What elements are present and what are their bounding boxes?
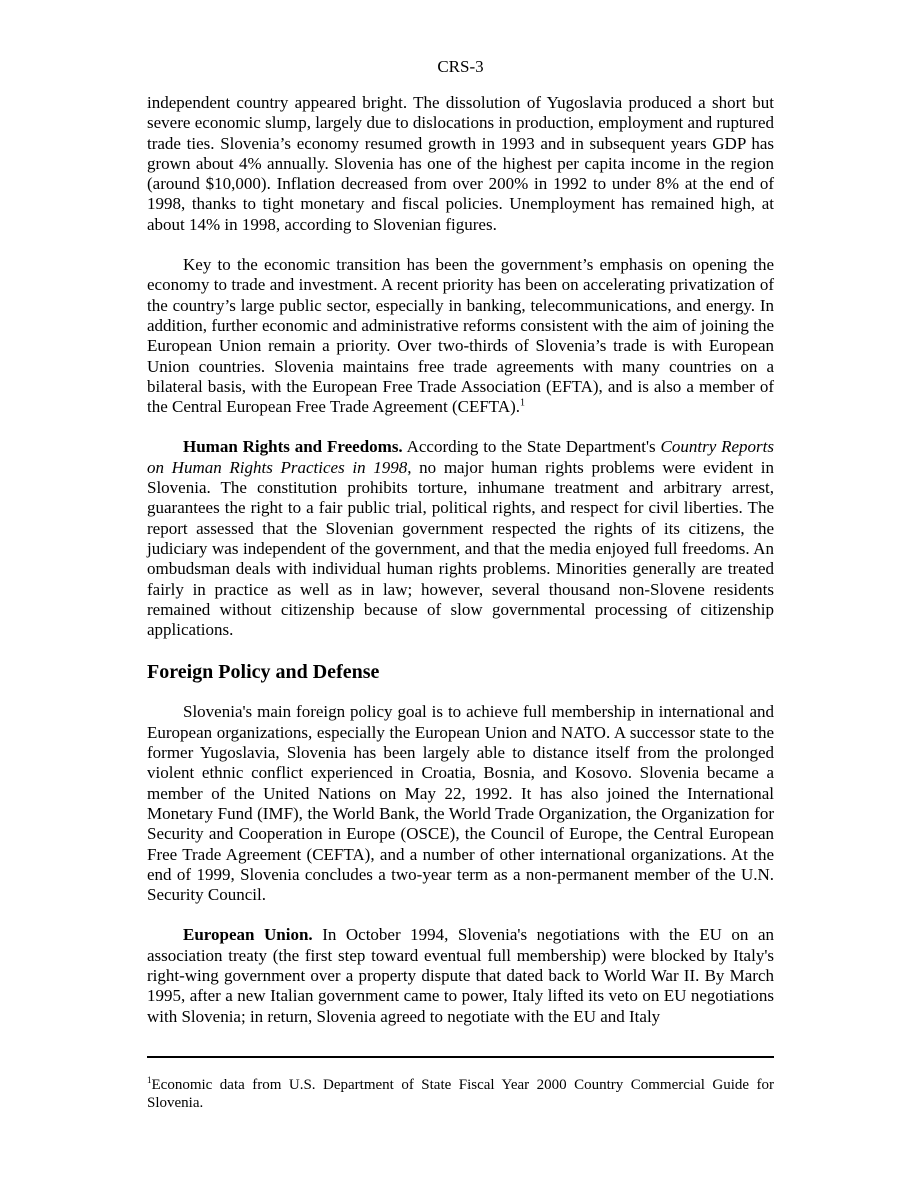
paragraph-human-rights	[147, 437, 774, 640]
footnote	[147, 1076, 774, 1112]
report-title-italic: Country Reports on Human Rights Practices in 1998	[147, 437, 774, 477]
section-heading-foreign-policy: Foreign Policy and Defense	[147, 661, 380, 684]
paragraph-european-union	[147, 925, 774, 1026]
footnote-text: Economic data from U.S. Department of State Fiscal Year 2000 Country Commercial Guide for Slovenia.	[147, 1077, 774, 1111]
paragraph-economy-continued: independent country appeared bright. The dissolution of Yugoslavia produced a short but severe economic slump, largely due to dislocations in production, employment and ruptured trade ties. Slovenia’s economy resumed growth in 1993 and in subsequent years GDP has grown about 4% annually. Slovenia has one of the highest per capita income in the region (around $10,000). Inflation decreased from over 200% in 1992 to under 8% at the end of 1998, thanks to tight monetary and fiscal policies. Unemployment has remained high, at about 14% in 1998, according to Slovenian figures.	[147, 93, 774, 234]
footnote-marker: 1	[147, 1075, 152, 1085]
european-union-lead-heading: European Union.	[183, 925, 313, 945]
footnote-divider	[147, 1056, 774, 1058]
paragraph-economic-transition-text: Key to the economic transition has been the government’s emphasis on opening the economy to trade and investment. A recent priority has been on accelerating privatization of the country’s large public sector, especially in banking, telecommunications, and energy. In addition, further economic and administrative reforms consistent with the aim of joining the European Union remain a priority. Over two-thirds of Slovenia’s trade is with European Union countries. Slovenia maintains free trade agreements with many countries on a bilateral basis, with the European Free Trade Association (EFTA), and is also a member of the Central European Free Trade Agreement (CEFTA).	[147, 255, 774, 417]
footnote-reference[interactable]: 1	[520, 397, 526, 409]
human-rights-text-part2: , no major human rights problems were evident in Slovenia. The constitution prohibits torture, inhumane treatment and arbitrary arrest, guarantees the right to a fair public trial, political rights, and respect for civil liberties. The report assessed that the Slovenian government respected the rights of its citizens, the judiciary was independent of the government, and that the media enjoyed full freedoms. An ombudsman deals with individual human rights problems. Minorities generally are treated fairly in practice as well as in law; however, several thousand non-Slovene residents remained without citizenship because of slow governmental processing of citizenship applications.	[147, 457, 775, 640]
human-rights-lead-heading: Human Rights and Freedoms.	[183, 437, 403, 457]
european-union-text: In October 1994, Slovenia's negotiations with the EU on an association treaty (the first step toward eventual full membership) were blocked by Italy's right-wing government over a property dispute that dated back to World War II. By March 1995, after a new Italian government came to power, Italy lifted its veto on EU negotiations with Slovenia; in return, Slovenia agreed to negotiate with the EU and Italy	[147, 925, 774, 1026]
paragraph-economic-transition	[147, 255, 774, 417]
page-number-header: CRS-3	[437, 57, 484, 76]
body-text	[147, 93, 774, 1047]
paragraph-foreign-policy: Slovenia's main foreign policy goal is to achieve full membership in international and European organizations, especially the European Union and NATO. A successor state to the former Yugoslavia, Slovenia has been largely able to distance itself from the prolonged violent ethnic conflict experienced in Croatia, Bosnia, and Kosovo. Slovenia became a member of the United Nations on May 22, 1992. It has also joined the International Monetary Fund (IMF), the World Bank, the World Trade Organization, the Organization for Security and Cooperation in Europe (OSCE), the Council of Europe, the Central European Free Trade Agreement (CEFTA), and a number of other international organizations. At the end of 1999, Slovenia concludes a two-year term as a non-permanent member of the U.N. Security Council.	[147, 702, 774, 905]
human-rights-text-part1: According to the State Department's	[402, 437, 661, 457]
